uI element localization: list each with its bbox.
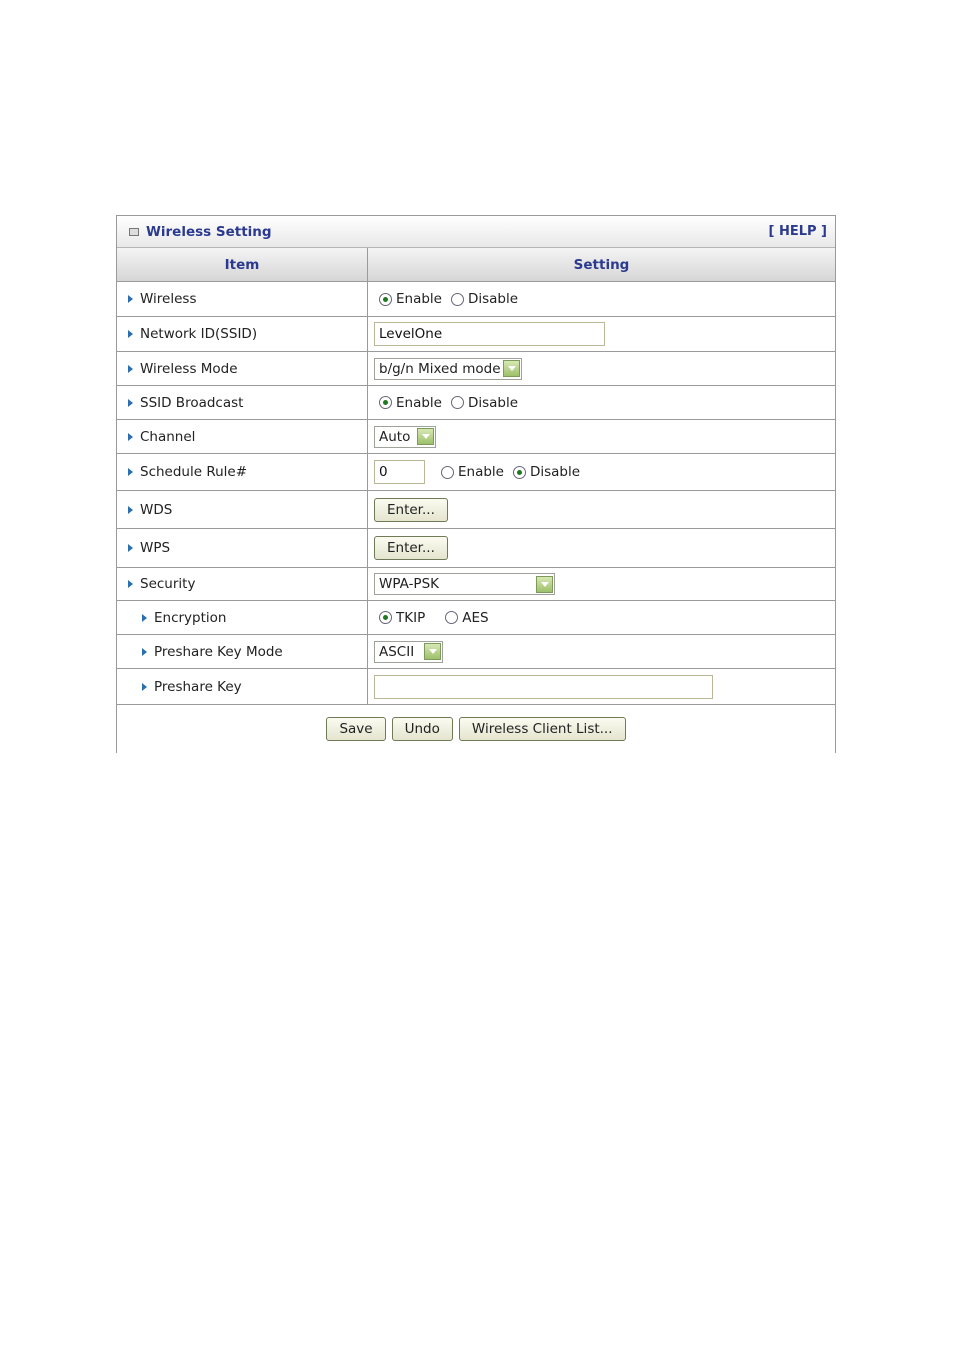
channel-select[interactable]: Auto	[374, 426, 436, 448]
table-header	[117, 248, 835, 282]
arrow-right-icon	[128, 506, 133, 514]
arrow-right-icon	[128, 580, 133, 588]
schedule-disable-radio[interactable]: Disable	[513, 464, 580, 480]
row-security	[117, 568, 835, 601]
radio-unchecked-icon	[451, 293, 464, 306]
radio-unchecked-icon	[441, 466, 454, 479]
row-label: Security	[140, 576, 196, 592]
help-link[interactable]: [ HELP ]	[768, 224, 827, 239]
security-select[interactable]: WPA-PSK	[374, 573, 555, 595]
radio-unchecked-icon	[445, 611, 458, 624]
preshare-key-input[interactable]	[374, 675, 713, 699]
row-label: Preshare Key Mode	[154, 643, 283, 660]
row-wps	[117, 529, 835, 568]
encryption-tkip-radio[interactable]: TKIP	[379, 610, 425, 626]
chevron-down-icon	[417, 428, 434, 445]
broadcast-disable-radio[interactable]: Disable	[451, 395, 518, 411]
row-label: Channel	[140, 428, 196, 445]
arrow-right-icon	[142, 683, 147, 691]
row-preshare-key-mode	[117, 635, 835, 669]
arrow-right-icon	[128, 330, 133, 338]
chevron-down-icon	[536, 576, 553, 593]
row-label: Network ID(SSID)	[140, 326, 258, 342]
encryption-aes-radio[interactable]: AES	[445, 610, 488, 626]
panel-title: Wireless Setting	[146, 223, 272, 240]
row-preshare-key	[117, 669, 835, 705]
row-channel	[117, 420, 835, 454]
row-label: Encryption	[154, 609, 227, 626]
undo-button[interactable]: Undo	[392, 717, 453, 741]
row-wireless-mode	[117, 352, 835, 386]
wireless-client-list-button[interactable]: Wireless Client List...	[459, 717, 626, 741]
row-schedule-rule	[117, 454, 835, 491]
schedule-enable-radio[interactable]: Enable	[441, 464, 504, 480]
wireless-setting-panel	[116, 215, 836, 753]
wds-enter-button[interactable]: Enter...	[374, 498, 448, 522]
wireless-disable-radio[interactable]: Disable	[451, 291, 518, 307]
arrow-right-icon	[128, 399, 133, 407]
row-label: Wireless	[140, 291, 197, 307]
wireless-enable-radio[interactable]: Enable	[379, 291, 442, 307]
row-encryption	[117, 601, 835, 635]
radio-checked-icon	[513, 466, 526, 479]
row-label: Schedule Rule#	[140, 464, 248, 480]
ssid-input[interactable]	[374, 322, 605, 346]
wireless-mode-select[interactable]: b/g/n Mixed mode	[374, 358, 522, 380]
chevron-down-icon	[424, 643, 441, 660]
row-wireless	[117, 282, 835, 317]
arrow-right-icon	[128, 544, 133, 552]
row-label: WDS	[140, 501, 173, 518]
chevron-down-icon	[503, 360, 520, 377]
arrow-right-icon	[128, 295, 133, 303]
radio-checked-icon	[379, 293, 392, 306]
panel-square-icon	[129, 228, 139, 236]
row-ssid	[117, 317, 835, 352]
form-actions	[117, 705, 835, 753]
arrow-right-icon	[128, 365, 133, 373]
row-wds	[117, 491, 835, 529]
column-setting: Setting	[573, 256, 630, 273]
wps-enter-button[interactable]: Enter...	[374, 536, 448, 560]
preshare-key-mode-select[interactable]: ASCII	[374, 641, 443, 663]
arrow-right-icon	[128, 433, 133, 441]
arrow-right-icon	[128, 468, 133, 476]
panel-titlebar	[117, 216, 835, 248]
radio-unchecked-icon	[451, 396, 464, 409]
arrow-right-icon	[142, 614, 147, 622]
arrow-right-icon	[142, 648, 147, 656]
save-button[interactable]: Save	[326, 717, 385, 741]
radio-checked-icon	[379, 611, 392, 624]
row-label: Preshare Key	[154, 678, 242, 695]
radio-checked-icon	[379, 396, 392, 409]
row-label: SSID Broadcast	[140, 394, 244, 411]
column-item: Item	[117, 248, 368, 281]
row-label: Wireless Mode	[140, 360, 238, 377]
broadcast-enable-radio[interactable]: Enable	[379, 395, 442, 411]
row-ssid-broadcast	[117, 386, 835, 420]
schedule-rule-input[interactable]	[374, 460, 425, 484]
row-label: WPS	[140, 540, 171, 556]
